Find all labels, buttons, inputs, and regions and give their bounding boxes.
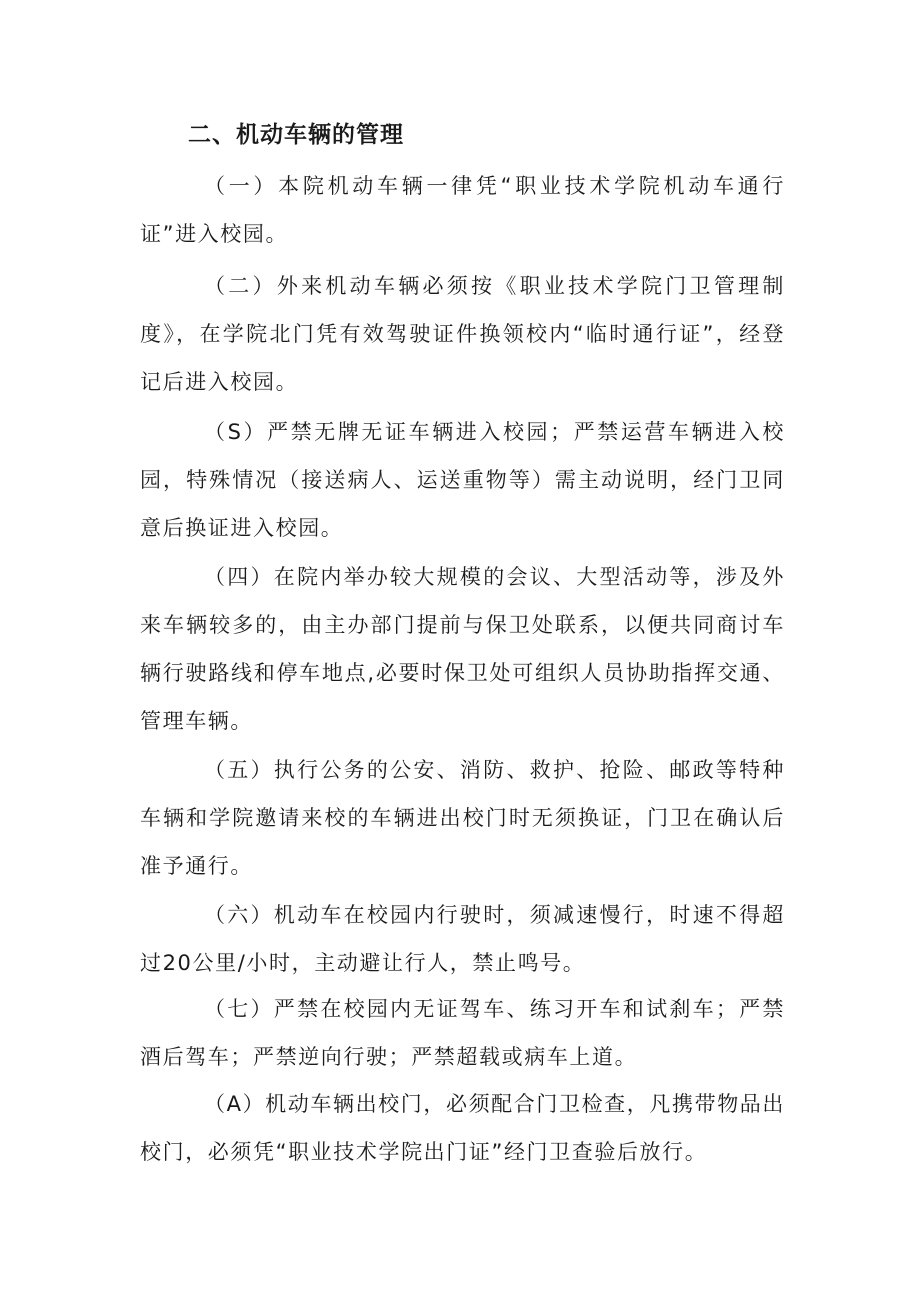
paragraph-3: （S）严禁无牌无证车辆进入校园；严禁运营车辆进入校园，特殊情况（接送病人、运送重物等）需主动说明，经门卫同意后换证进入校园。: [140, 420, 785, 540]
paragraph-7: （七）严禁在校园内无证驾车、练习开车和试刹车；严禁酒后驾车；严禁逆向行驶；严禁超载或病车上道。: [140, 997, 785, 1069]
section-heading: 二、机动车辆的管理: [188, 122, 404, 148]
paragraph-6: （六）机动车在校园内行驶时，须减速慢行，时速不得超过20公里/小时，主动避让行人，禁止鸣号。: [140, 903, 785, 975]
paragraph-8: （A）机动车辆出校门，必须配合门卫检查，凡携带物品出校门，必须凭“职业技术学院出门证”经门卫查验后放行。: [140, 1092, 785, 1164]
paragraph-4: （四）在院内举办较大规模的会议、大型活动等，涉及外来车辆较多的，由主办部门提前与保卫处联系，以便共同商讨车辆行驶路线和停车地点,必要时保卫处可组织人员协助指挥交通、管理车辆。: [140, 565, 785, 733]
paragraph-1: （一）本院机动车辆一律凭“职业技术学院机动车通行证”进入校园。: [140, 174, 785, 246]
paragraph-2: （二）外来机动车辆必须按《职业技术学院门卫管理制度》，在学院北门凭有效驾驶证件换领校内“临时通行证”，经登记后进入校园。: [140, 274, 785, 394]
paragraph-5: （五）执行公务的公安、消防、救护、抢险、邮政等特种车辆和学院邀请来校的车辆进出校门时无须换证，门卫在确认后准予通行。: [140, 758, 785, 878]
